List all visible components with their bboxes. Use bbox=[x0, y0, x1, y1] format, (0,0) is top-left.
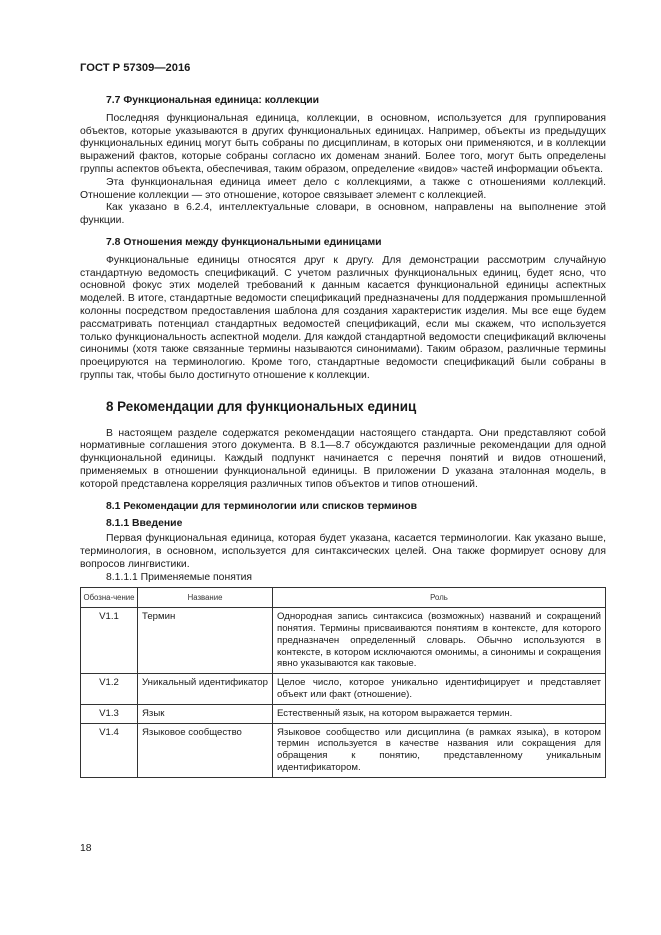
cell-name: Языковое сообщество bbox=[138, 723, 273, 777]
paragraph: Эта функциональная единица имеет дело с коллекциями, а также с отношениями коллекций. Отношение коллекции — это отношение, которое связывает элемент с коллекцией. bbox=[80, 176, 606, 201]
table-row bbox=[81, 704, 606, 723]
paragraph: Функциональные единицы относятся друг к другу. Для демонстрации рассмотрим случайную стандартную ведомость спецификаций. С учетом различных функциональных единиц, будет ясно, что основной фокус этих моделей требований к данным касается функциональной единицы аспектных моделей. В итоге, стандартные ведомости спецификаций предназначены для поддержания промышленной колонны посредством предоставления шаблона для создания характеристик изделия. Мы все еще будем рассматривать потенциал стандартных ведомостей спецификаций, если мы скажем, что используется только функциональность аспектной модели. Для каждой стандартной ведомости спецификаций включены синонимы (хотя также связанные термины называются синонимами). Таким образом, различные термины проецируются на терминологию. Кроме того, стандартные ведомости спецификаций были собраны в группы так, чтобы было достигнуто отношение к коллекции. bbox=[80, 254, 606, 381]
cell-role: Естественный язык, на котором выражается термин. bbox=[273, 704, 606, 723]
page-number: 18 bbox=[80, 843, 92, 854]
cell-role: Языковое сообщество или дисциплина (в рамках языка), в котором термин используется в качестве названия или сокращения для обращения к понятию, представленному уникальным идентификатором. bbox=[273, 723, 606, 777]
table-row bbox=[81, 723, 606, 777]
table-row bbox=[81, 674, 606, 705]
section-7-8-title: 7.8 Отношения между функциональными единицами bbox=[106, 236, 382, 248]
section-7-7-title: 7.7 Функциональная единица: коллекции bbox=[106, 95, 320, 106]
cell-role: Однородная запись синтаксиса (возможных) названий и сокращений понятия. Термины присваиваются понятиям в контексте, для которого предназначен определенный словарь. Обычно используются в контексте, в котором исключаются омонимы, а синонимы и сокращения явно указываются как таковые. bbox=[273, 608, 606, 674]
section-8-1-1-title: 8.1.1 Введение bbox=[106, 518, 183, 530]
cell-name: Уникальный идентификатор bbox=[138, 674, 273, 705]
column-header-name: Название bbox=[138, 588, 273, 608]
concepts-table bbox=[80, 587, 606, 778]
column-header-code: Обозна-чение bbox=[81, 588, 138, 608]
cell-code: V1.2 bbox=[81, 674, 138, 705]
cell-code: V1.3 bbox=[81, 704, 138, 723]
cell-name: Язык bbox=[138, 704, 273, 723]
table-header-row bbox=[81, 588, 606, 608]
page-content bbox=[80, 95, 606, 778]
standard-header: ГОСТ Р 57309—2016 bbox=[80, 62, 191, 74]
cell-code: V1.4 bbox=[81, 723, 138, 777]
table-caption: 8.1.1.1 Применяемые понятия bbox=[106, 571, 253, 583]
cell-role: Целое число, которое уникально идентифицирует и представляет объект или факт (отношение). bbox=[273, 674, 606, 705]
cell-name: Термин bbox=[138, 608, 273, 674]
section-8-1-title: 8.1 Рекомендации для терминологии или списков терминов bbox=[106, 500, 418, 512]
cell-code: V1.1 bbox=[81, 608, 138, 674]
paragraph: Первая функциональная единица, которая будет указана, касается терминологии. Как указано выше, терминология, в основном, используется для синтаксических целей. Она также формирует основу для вопросов лингвистики. bbox=[80, 533, 606, 570]
paragraph: Последняя функциональная единица, коллекции, в основном, используется для группирования объектов, которые указываются в других функциональных единицах. Например, объекты из предыдущих функциональных единиц могут быть собраны по дисциплинам, в которых они применяются, и в коллекции выражений фактов, которые собраны согласно их доменам знаний. Более того, могут быть определены группы аспектов объекта, обеспечивая, таким образом, определение «видов» частей информации объекта. bbox=[80, 112, 606, 175]
paragraph: В настоящем разделе содержатся рекомендации настоящего стандарта. Они представляют собой нормативные соглашения этого документа. В 8.1—8.7 обсуждаются различные рекомендации для одной функциональной единицы. Каждый подпункт начинается с перечня понятий и видов отношений, применяемых в отношении функциональной единицы. В приложении D указана эталонная модель, в которой представлена корреляция различных типов объектов и типов отношений. bbox=[80, 427, 606, 490]
column-header-role: Роль bbox=[273, 588, 606, 608]
table-row bbox=[81, 608, 606, 674]
paragraph: Как указано в 6.2.4, интеллектуальные словари, в основном, направлены на выполнение этой функции. bbox=[80, 202, 606, 227]
section-8-title: 8 Рекомендации для функциональных единиц bbox=[106, 398, 417, 414]
